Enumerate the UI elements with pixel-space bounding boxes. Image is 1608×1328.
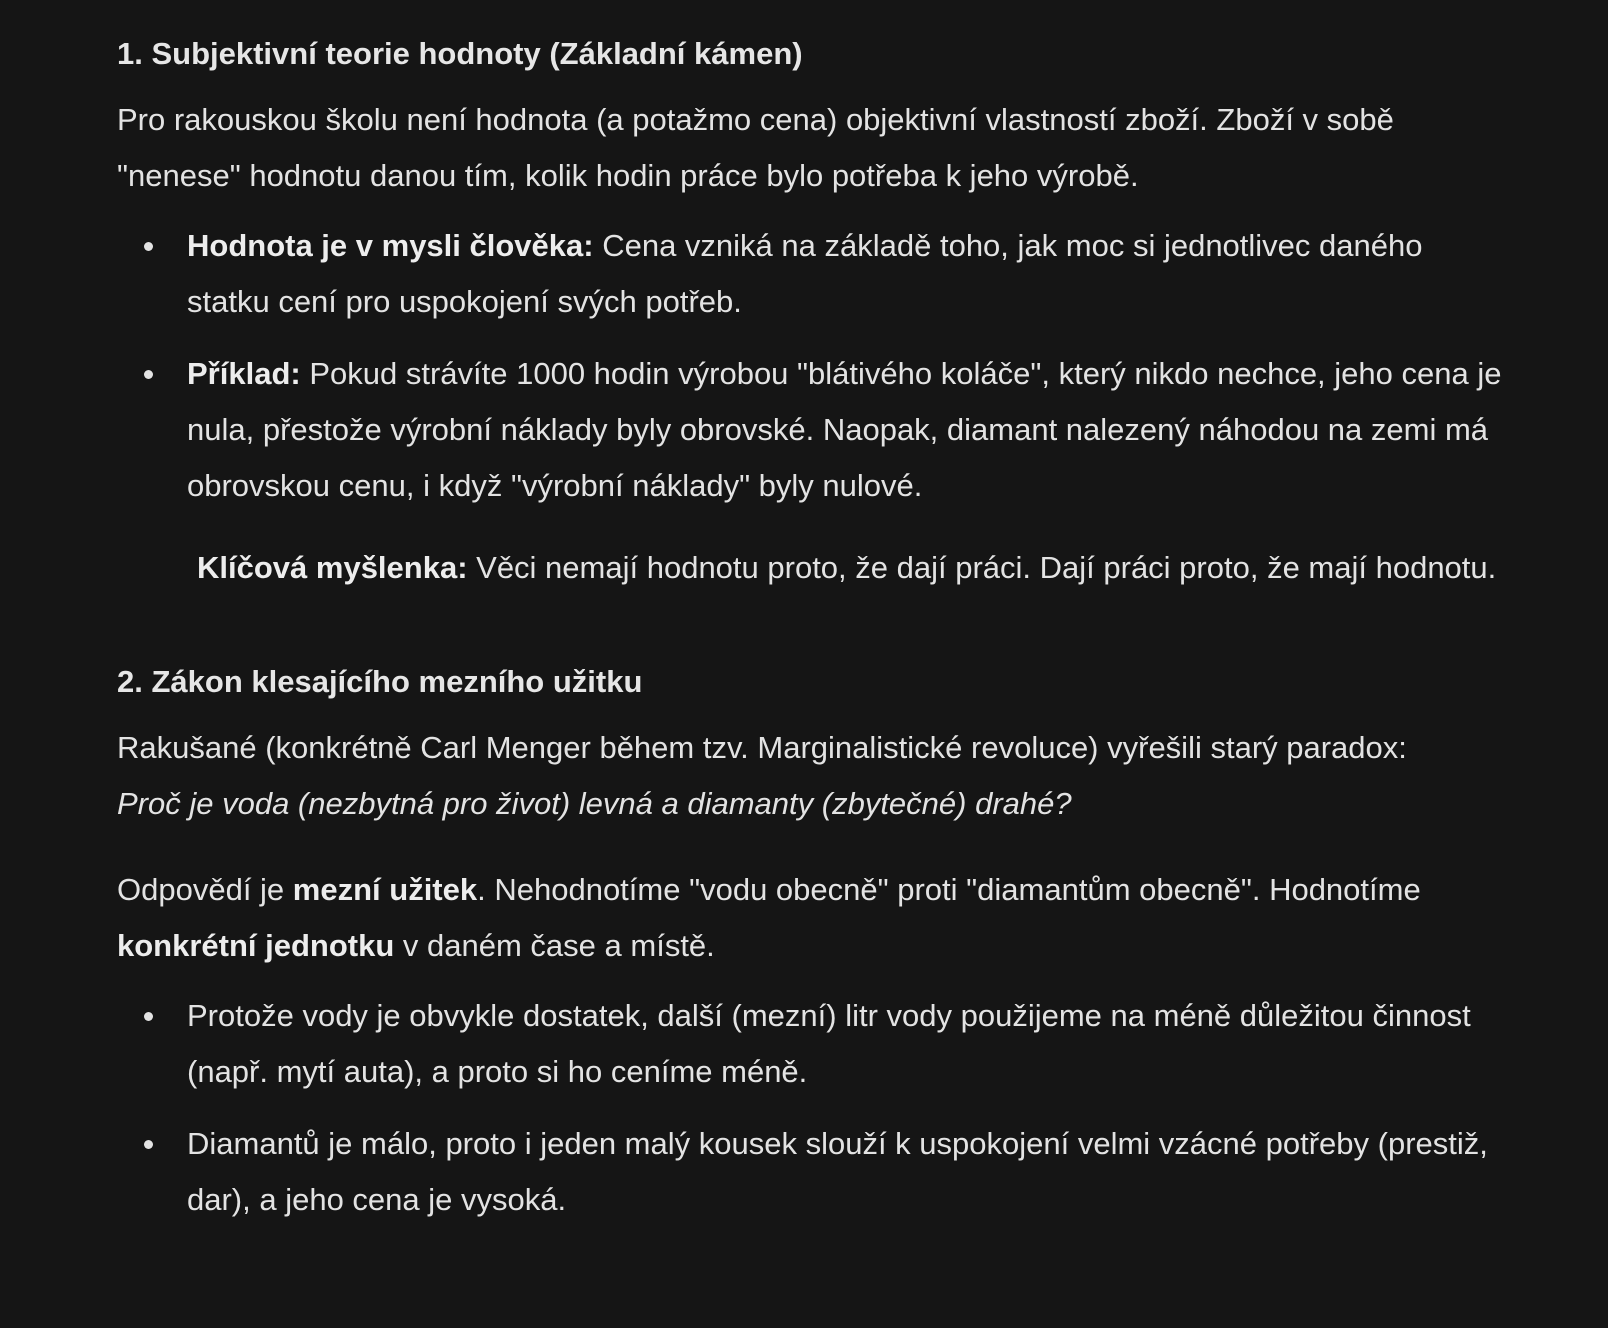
section2-intro: [117, 720, 1507, 832]
bullet-text: Pokud strávíte 1000 hodin výrobou "blátivého koláče", který nikdo nechce, jeho cena je nula, přestože výrobní náklady byly obrovské. Naopak, diamant nalezený náhodou na zemi má obrovskou cenu, i když "výrobní náklady" byly nulové.: [187, 356, 1502, 503]
bullet-bold-label: Hodnota je v mysli člověka:: [187, 228, 594, 263]
quote-text: Věci nemají hodnotu proto, že dají práci. Dají práci proto, že mají hodnotu.: [467, 550, 1497, 585]
list-item: [117, 346, 1507, 514]
section2-intro-italic: Proč je voda (nezbytná pro život) levná a diamanty (zbytečné) drahé?: [117, 786, 1072, 821]
quote-bold-label: Klíčová myšlenka:: [197, 550, 468, 585]
answer-bold: mezní užitek: [292, 872, 478, 907]
section1-bullet-list: [117, 218, 1507, 514]
answer-bold: konkrétní jednotku: [117, 928, 395, 963]
bullet-bold-label: Příklad:: [187, 356, 301, 391]
list-item: Protože vody je obvykle dostatek, další (mezní) litr vody použijeme na méně důležitou činnost (např. mytí auta), a proto si ho ceníme méně.: [117, 988, 1507, 1100]
answer-text: . Nehodnotíme "vodu obecně" proti "diamantům obecně". Hodnotíme: [477, 872, 1421, 907]
section2-intro-text: Rakušané (konkrétně Carl Menger během tzv. Marginalistické revoluce) vyřešili starý paradox:: [117, 730, 1407, 765]
section1-intro: Pro rakouskou školu není hodnota (a potažmo cena) objektivní vlastností zboží. Zboží v sobě "nenese" hodnotu danou tím, kolik hodin práce bylo potřeba k jeho výrobě.: [117, 102, 1394, 193]
response-content: [117, 26, 1507, 1244]
key-idea-blockquote: [197, 540, 1507, 596]
list-item: [117, 218, 1507, 330]
section1-heading: 1. Subjektivní teorie hodnoty (Základní kámen): [117, 36, 803, 71]
section2-bullet-list: [117, 988, 1507, 1228]
list-item: Diamantů je málo, proto i jeden malý kousek slouží k uspokojení velmi vzácné potřeby (prestiž, dar), a jeho cena je vysoká.: [117, 1116, 1507, 1228]
answer-text: v daném čase a místě.: [394, 928, 715, 963]
section2-answer: [117, 862, 1507, 974]
section2-heading: 2. Zákon klesajícího mezního užitku: [117, 664, 643, 699]
answer-text: Odpovědí je: [117, 872, 293, 907]
bullet-text: Cena vzniká na základě toho, jak moc si jednotlivec daného statku cení pro uspokojení svých potřeb.: [187, 228, 1423, 319]
